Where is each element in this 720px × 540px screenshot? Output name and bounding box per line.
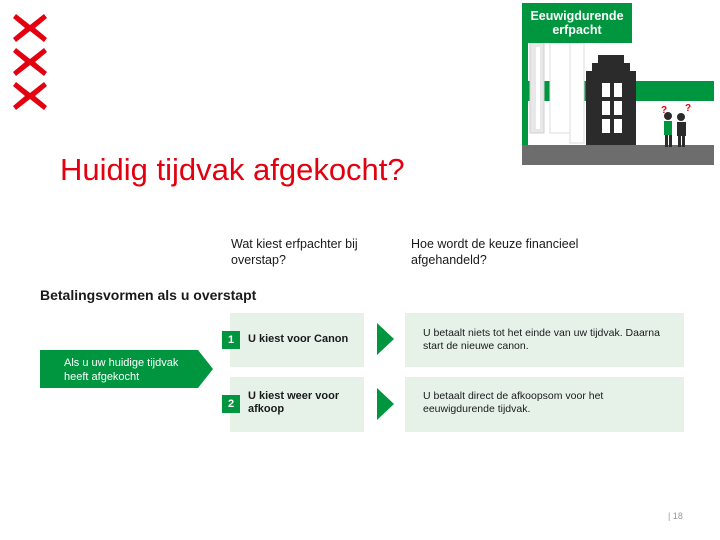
result-box xyxy=(405,313,684,367)
situation-arrow-tip xyxy=(198,350,213,388)
result-box xyxy=(405,377,684,432)
question-mark: ? xyxy=(685,103,692,114)
option-number: 1 xyxy=(222,331,240,349)
situation-box xyxy=(40,350,198,388)
result-text: U betaalt direct de afkoopsom voor het eeuwigdurende tijdvak. xyxy=(423,390,604,415)
cross-icon xyxy=(12,12,48,44)
option-box xyxy=(227,377,364,432)
cross-icon xyxy=(12,80,48,112)
section-title: Betalingsvormen als u overstapt xyxy=(40,287,257,303)
amsterdam-logo xyxy=(12,12,50,114)
question-mark: ? xyxy=(661,105,668,116)
arrow-right-icon xyxy=(377,323,394,355)
result-text: U betaalt niets tot het einde van uw tijdvak. Daarna start de nieuwe canon. xyxy=(423,327,660,352)
cross-icon xyxy=(12,46,48,78)
column-heading-financial: Hoe wordt de keuze financieel afgehandeld? xyxy=(411,237,579,267)
page-title: Huidig tijdvak afgekocht? xyxy=(60,152,405,187)
option-label: U kiest weer voor afkoop xyxy=(248,390,340,415)
illustration-tag: Eeuwigdurende erfpacht xyxy=(522,3,632,43)
option-box xyxy=(227,313,364,367)
option-number: 2 xyxy=(222,395,240,413)
option-label: U kiest voor Canon xyxy=(248,333,349,345)
erfpacht-illustration xyxy=(522,3,714,165)
situation-text: Als u uw huidige tijdvak heeft afgekocht xyxy=(64,357,179,383)
page-number: | 18 xyxy=(668,511,683,521)
column-heading-choice: Wat kiest erfpachter bij overstap? xyxy=(231,237,358,267)
arrow-right-icon xyxy=(377,388,394,420)
